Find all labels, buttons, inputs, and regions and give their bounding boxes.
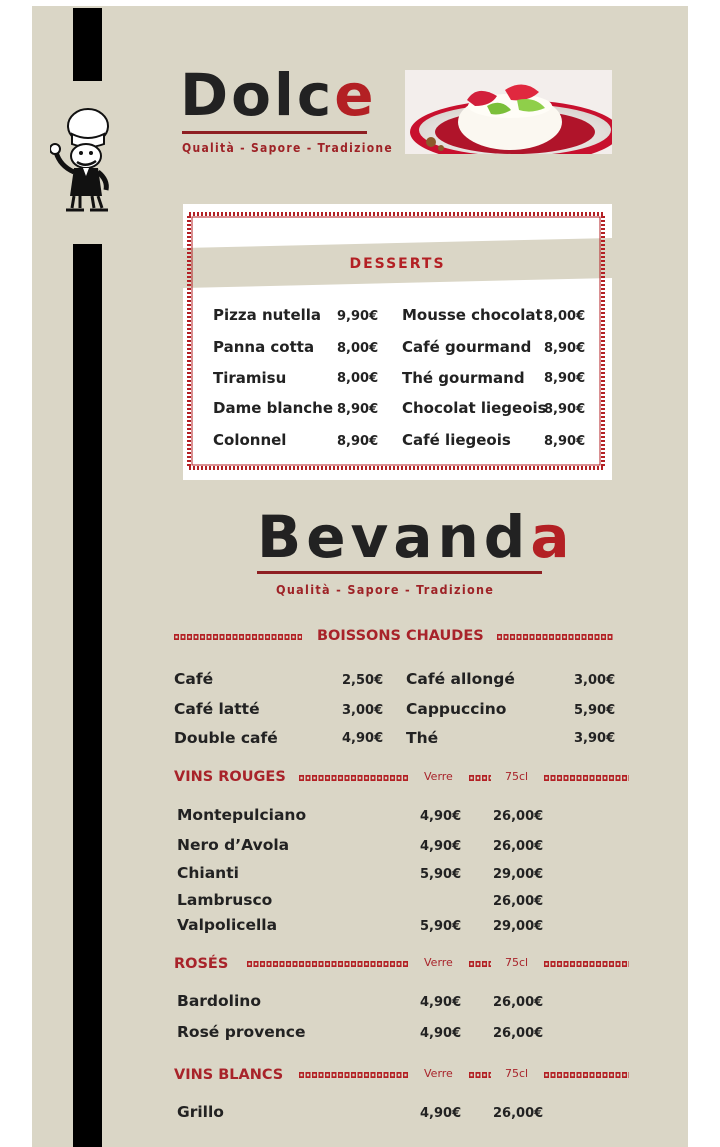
dolce-title: Dolce: [180, 61, 377, 129]
menu-page: [32, 6, 688, 1147]
side-bar-top: [73, 8, 102, 81]
dessert-item-name: Dame blanche: [213, 399, 334, 417]
vins-rouges-heading: VINS ROUGES: [174, 769, 286, 785]
dolce-title-rule: [182, 131, 367, 134]
dessert-item-price: 8,00€: [337, 371, 379, 386]
wine-bottle-price: 26,00€: [493, 809, 544, 824]
bottle-column-header: 75cl: [505, 1067, 529, 1080]
divider-ornament: [544, 773, 629, 783]
panna-cotta-photo: [405, 70, 612, 154]
bevanda-title-rule: [257, 571, 542, 574]
wine-bottle-price: 29,00€: [493, 919, 544, 934]
dessert-item-price: 8,90€: [337, 402, 379, 417]
divider-ornament: [469, 1070, 491, 1080]
drink-item-price: 3,00€: [574, 673, 616, 688]
drink-item-price: 2,50€: [342, 673, 384, 688]
divider-ornament: [544, 959, 629, 969]
wine-item-name: Lambrusco: [177, 891, 273, 909]
dessert-item-name: Colonnel: [213, 431, 287, 449]
divider-ornament: [174, 632, 302, 642]
divider-ornament: [497, 632, 613, 642]
bottle-column-header: 75cl: [505, 770, 529, 783]
glass-column-header: Verre: [424, 770, 453, 783]
divider-ornament: [299, 1070, 409, 1080]
bevanda-tagline: Qualità - Sapore - Tradizione: [276, 582, 495, 597]
wine-glass-price: 4,90€: [420, 1026, 462, 1041]
desserts-heading: DESSERTS: [349, 256, 446, 272]
drink-item-price: 3,00€: [342, 703, 384, 718]
wine-item-name: Rosé provence: [177, 1023, 306, 1041]
drink-item-name: Double café: [174, 729, 278, 747]
dessert-item-name: Chocolat liegeois: [402, 399, 547, 417]
drink-item-name: Café allongé: [406, 670, 515, 688]
wine-bottle-price: 26,00€: [493, 995, 544, 1010]
wine-item-name: Chianti: [177, 864, 239, 882]
dessert-item-name: Thé gourmand: [402, 369, 525, 387]
drink-item-price: 3,90€: [574, 731, 616, 746]
wine-bottle-price: 29,00€: [493, 867, 544, 882]
drink-item-price: 5,90€: [574, 703, 616, 718]
drink-item-name: Cappuccino: [406, 700, 507, 718]
drink-item-name: Café latté: [174, 700, 260, 718]
dessert-item-name: Pizza nutella: [213, 306, 322, 324]
divider-ornament: [469, 959, 491, 969]
wine-item-name: Grillo: [177, 1103, 224, 1121]
wine-glass-price: 4,90€: [420, 995, 462, 1010]
wine-glass-price: 4,90€: [420, 809, 462, 824]
wine-item-name: Valpolicella: [177, 916, 278, 934]
bottle-column-header: 75cl: [505, 956, 529, 969]
drink-item-name: Café: [174, 670, 214, 688]
dessert-item-price: 8,90€: [544, 371, 586, 386]
wine-item-name: Montepulciano: [177, 806, 307, 824]
dessert-item-price: 8,00€: [544, 309, 586, 324]
dessert-item-name: Mousse chocolat: [402, 306, 543, 324]
dessert-item-name: Panna cotta: [213, 338, 315, 356]
wine-bottle-price: 26,00€: [493, 1106, 544, 1121]
drink-item-price: 4,90€: [342, 731, 384, 746]
wine-bottle-price: 26,00€: [493, 839, 544, 854]
dessert-item-name: Tiramisu: [213, 369, 287, 387]
vins-blancs-heading: VINS BLANCS: [174, 1067, 284, 1083]
divider-ornament: [544, 1070, 629, 1080]
dessert-item-price: 8,90€: [544, 341, 586, 356]
divider-ornament: [247, 959, 409, 969]
wine-glass-price: 5,90€: [420, 867, 462, 882]
wine-glass-price: 4,90€: [420, 839, 462, 854]
wine-item-name: Bardolino: [177, 992, 261, 1010]
wine-bottle-price: 26,00€: [493, 894, 544, 909]
dessert-item-price: 9,90€: [337, 309, 379, 324]
dolce-tagline: Qualità - Sapore - Tradizione: [182, 141, 394, 155]
dessert-item-name: Café liegeois: [402, 431, 511, 449]
glass-column-header: Verre: [424, 1067, 453, 1080]
wine-item-name: Nero d’Avola: [177, 836, 290, 854]
divider-ornament: [469, 773, 491, 783]
boissons-chaudes-heading: BOISSONS CHAUDES: [317, 628, 484, 644]
glass-column-header: Verre: [424, 956, 453, 969]
dessert-item-price: 8,90€: [544, 434, 586, 449]
dessert-item-name: Café gourmand: [402, 338, 532, 356]
divider-ornament: [299, 773, 409, 783]
wine-glass-price: 5,90€: [420, 919, 462, 934]
dessert-item-price: 8,90€: [337, 434, 379, 449]
chef-mascot-icon: [50, 104, 116, 212]
side-bar-bottom: [73, 244, 102, 1147]
drink-item-name: Thé: [406, 729, 439, 747]
bevanda-title: Bevanda: [257, 503, 575, 571]
wine-glass-price: 4,90€: [420, 1106, 462, 1121]
wine-bottle-price: 26,00€: [493, 1026, 544, 1041]
dessert-item-price: 8,00€: [337, 341, 379, 356]
dessert-item-price: 8,90€: [544, 402, 586, 417]
roses-heading: ROSÉS: [174, 956, 229, 972]
